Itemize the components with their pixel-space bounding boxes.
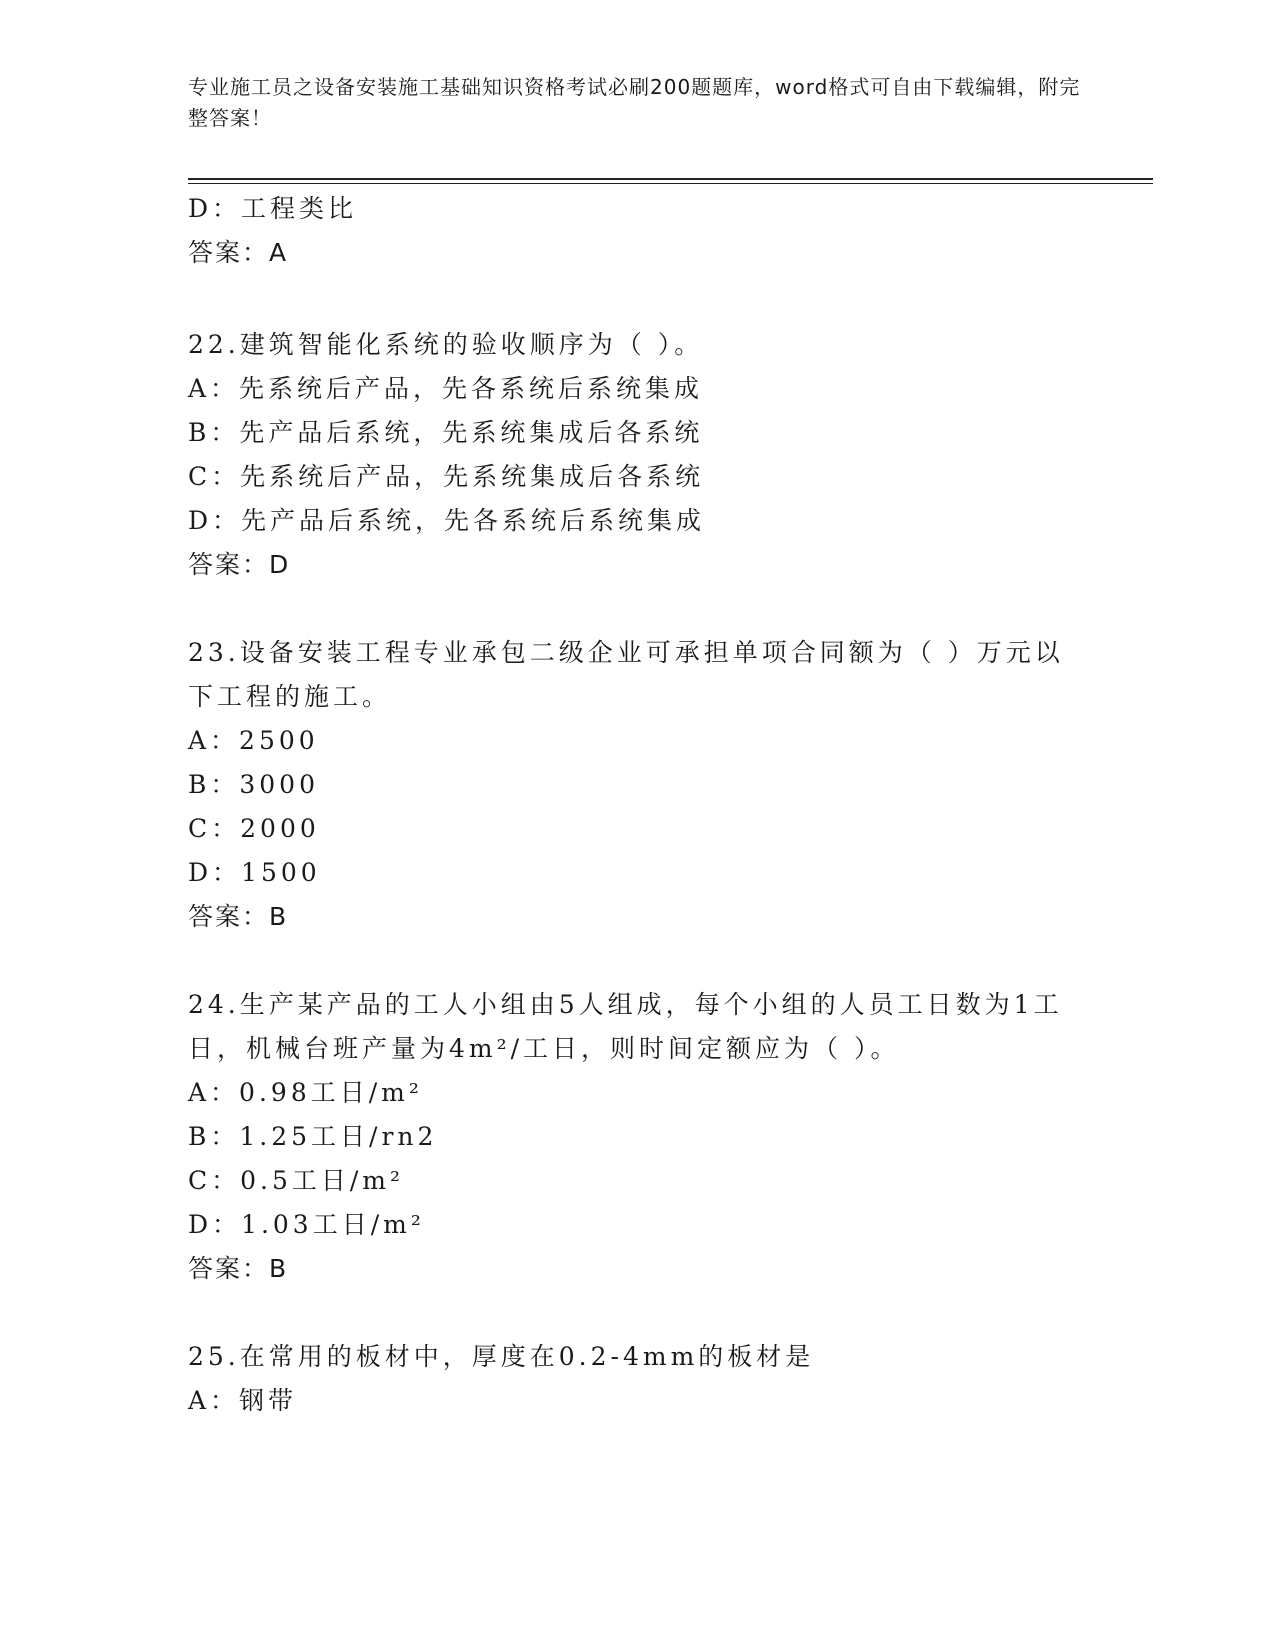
- q24-option-a: A：0.98工日/m²: [188, 1078, 423, 1107]
- q23-option-b: B：3000: [188, 770, 319, 799]
- q22-answer: 答案：D: [188, 550, 291, 579]
- q22-option-c: C：先系统后产品，先系统集成后各系统: [188, 462, 705, 491]
- q24-option-c: C：0.5工日/m²: [188, 1166, 405, 1195]
- header-rule: [188, 178, 1153, 180]
- prev-answer: 答案：A: [188, 238, 289, 267]
- q23-stem-line1: 23.设备安装工程专业承包二级企业可承担单项合同额为（ ）万元以: [188, 638, 1064, 667]
- q22-option-a: A：先系统后产品，先各系统后系统集成: [188, 374, 704, 403]
- q23-option-d: D：1500: [188, 858, 321, 887]
- q23-option-a: A：2500: [188, 726, 319, 755]
- q22-option-d: D：先产品后系统，先各系统后系统集成: [188, 506, 706, 535]
- q25-stem: 25.在常用的板材中，厚度在0.2-4mm的板材是: [188, 1342, 815, 1371]
- q23-option-c: C：2000: [188, 814, 320, 843]
- q25-option-a: A：钢带: [188, 1386, 298, 1415]
- q24-stem-line1: 24.生产某产品的工人小组由5人组成，每个小组的人员工日数为1工: [188, 990, 1063, 1019]
- q22-stem: 22.建筑智能化系统的验收顺序为（ ）。: [188, 330, 704, 359]
- q22-option-b: B：先产品后系统，先系统集成后各系统: [188, 418, 704, 447]
- q24-stem-line2: 日，机械台班产量为4m²/工日，则时间定额应为（ ）。: [188, 1034, 900, 1063]
- header-rule-thin: [188, 183, 1153, 184]
- q24-answer: 答案：B: [188, 1254, 289, 1283]
- q24-option-d: D：1.03工日/m²: [188, 1210, 425, 1239]
- q23-stem-line2: 下工程的施工。: [188, 682, 392, 711]
- prev-option-d: D：工程类比: [188, 194, 358, 223]
- q23-answer: 答案：B: [188, 902, 289, 931]
- document-header: 专业施工员之设备安装施工基础知识资格考试必刷200题题库，word格式可自由下载编辑，附完整答案！: [188, 75, 1081, 130]
- q24-option-b: B：1.25工日/rn2: [188, 1122, 438, 1151]
